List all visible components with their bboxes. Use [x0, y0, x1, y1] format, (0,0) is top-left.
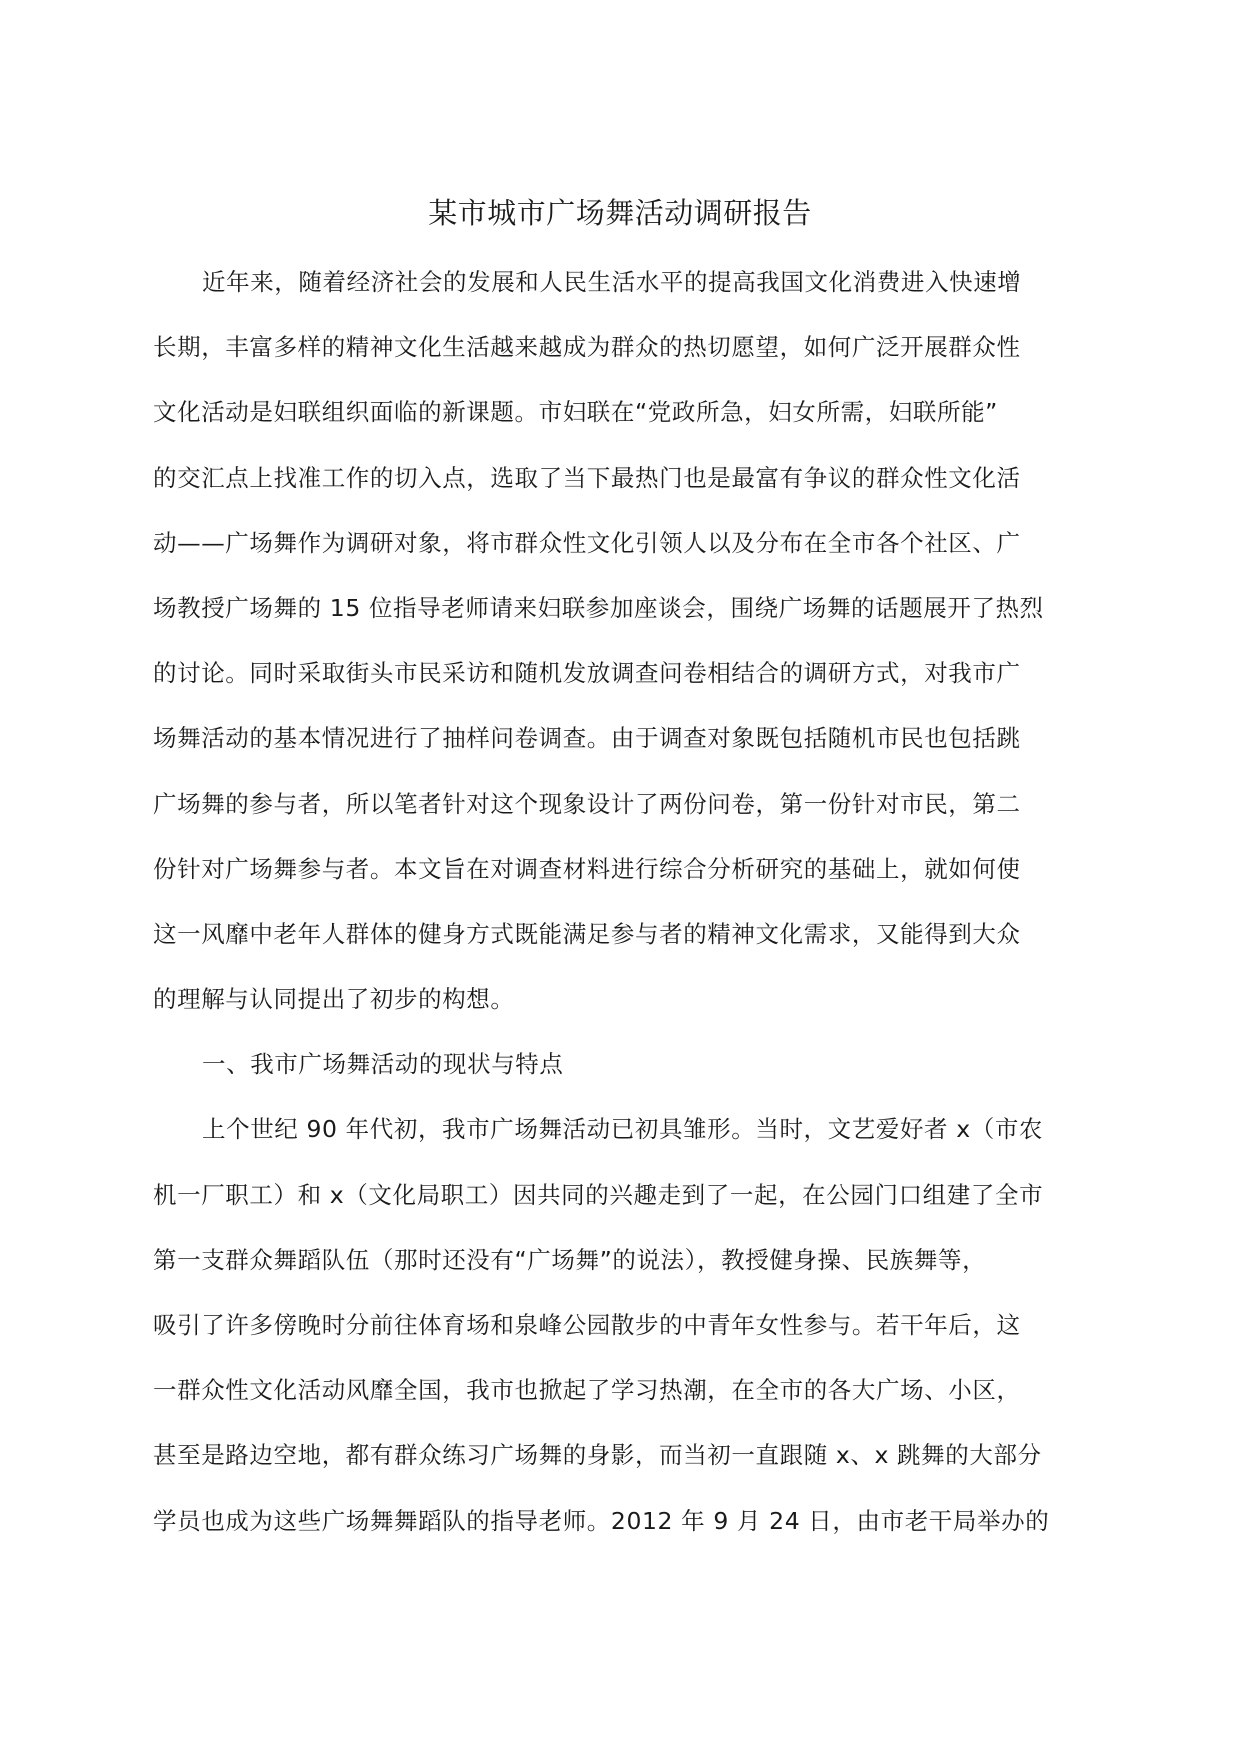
paragraph-line: 的讨论。同时采取街头市民采访和随机发放调查问卷相结合的调研方式，对我市广: [153, 659, 1021, 688]
paragraph-line: 上个世纪 90 年代初，我市广场舞活动已初具雏形。当时，文艺爱好者 x（市农: [202, 1115, 1044, 1144]
paragraph-line: 的交汇点上找准工作的切入点，选取了当下最热门也是最富有争议的群众性文化活: [153, 463, 1021, 492]
document-title: 某市城市广场舞活动调研报告: [428, 196, 812, 230]
paragraph-line: 文化活动是妇联组织面临的新课题。市妇联在“党政所急，妇女所需，妇联所能”: [153, 398, 998, 427]
paragraph-line: 吸引了许多傍晚时分前往体育场和泉峰公园散步的中青年女性参与。若干年后，这: [153, 1311, 1021, 1339]
paragraph-line: 机一厂职工）和 x（文化局职工）因共同的兴趣走到了一起，在公园门口组建了全市: [153, 1180, 1044, 1209]
paragraph-line: 广场舞的参与者，所以笔者针对这个现象设计了两份问卷，第一份针对市民，第二: [153, 789, 1021, 818]
paragraph-line: 场舞活动的基本情况进行了抽样问卷调查。由于调查对象既包括随机市民也包括跳: [153, 724, 1021, 753]
paragraph-line: 甚至是路边空地，都有群众练习广场舞的身影，而当初一直跟随 x、x 跳舞的大部分: [153, 1441, 1042, 1470]
paragraph-line: 场教授广场舞的 15 位指导老师请来妇联参加座谈会，围绕广场舞的话题展开了热烈: [153, 593, 1044, 622]
paragraph-line: 份针对广场舞参与者。本文旨在对调查材料进行综合分析研究的基础上，就如何使: [153, 854, 1021, 883]
paragraph-line: 第一支群众舞蹈队伍（那时还没有“广场舞”的说法），教授健身操、民族舞等，: [153, 1245, 987, 1274]
paragraph-line: 学员也成为这些广场舞舞蹈队的指导老师。2012 年 9 月 24 日，由市老干局举办的: [153, 1506, 1050, 1535]
paragraph-line: 动——广场舞作为调研对象，将市群众性文化引领人以及分布在全市各个社区、广: [153, 528, 1021, 557]
document-body: [153, 252, 1088, 1556]
paragraph-line: 的理解与认同提出了初步的构想。: [153, 985, 515, 1014]
paragraph-line: 一群众性文化活动风靡全国，我市也掀起了学习热潮，在全市的各大广场、小区，: [153, 1376, 1021, 1405]
paragraph-line: 近年来，随着经济社会的发展和人民生活水平的提高我国文化消费进入快速增: [202, 268, 1022, 296]
paragraph-line: 这一风靡中老年人群体的健身方式既能满足参与者的精神文化需求，又能得到大众: [153, 919, 1021, 948]
paragraph-line: 长期，丰富多样的精神文化生活越来越成为群众的热切愿望，如何广泛开展群众性: [153, 333, 1021, 362]
section-heading: 一、我市广场舞活动的现状与特点: [202, 1050, 564, 1079]
